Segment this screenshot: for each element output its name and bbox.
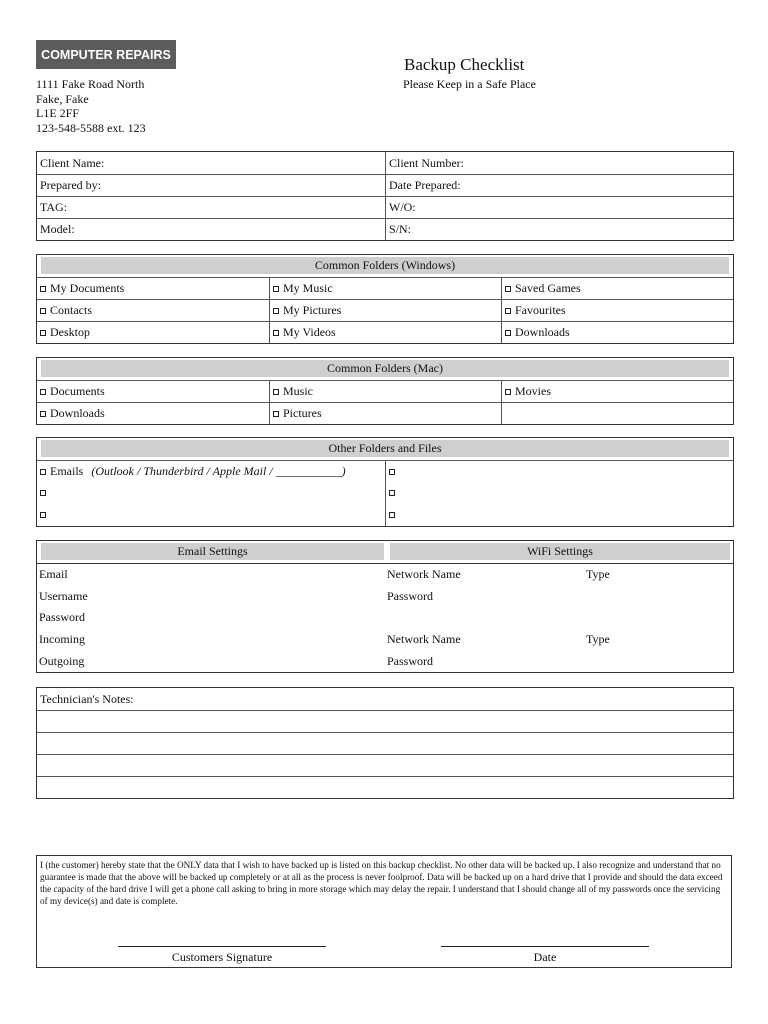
section-heading: Common Folders (Mac) xyxy=(41,360,729,377)
checkbox-icon[interactable] xyxy=(389,469,395,475)
date-label: Date xyxy=(533,950,557,964)
client-number-field[interactable]: Client Number: xyxy=(385,152,733,174)
checkbox-icon[interactable] xyxy=(40,286,46,292)
model-field[interactable]: Model: xyxy=(40,222,75,236)
checkbox-item[interactable] xyxy=(37,504,385,526)
client-info-table xyxy=(36,151,734,241)
checkbox-icon[interactable] xyxy=(40,411,46,417)
checkbox-icon[interactable] xyxy=(40,308,46,314)
checkbox-item[interactable]: Music xyxy=(269,381,501,402)
tag-field[interactable]: TAG: xyxy=(40,200,68,214)
checkbox-item[interactable]: Desktop xyxy=(37,322,269,343)
checkbox-item[interactable]: My Music xyxy=(269,278,501,299)
checkbox-item[interactable] xyxy=(385,482,733,504)
checkbox-item[interactable]: Emails (Outlook / Thunderbird / Apple Mail / ___________) xyxy=(37,461,385,482)
email-password-label: Password xyxy=(39,610,86,625)
client-name-field[interactable]: Client Name: xyxy=(40,155,105,170)
network-name-label: Network Name xyxy=(387,632,461,647)
checkbox-icon[interactable] xyxy=(273,330,279,336)
page-subtitle: Please Keep in a Safe Place xyxy=(403,77,536,91)
table-row xyxy=(37,402,733,424)
section-heading: Other Folders and Files xyxy=(41,440,729,457)
disclaimer-text: I (the customer) hereby state that the ONLY data that I wish to have backed up is listed on this backup checklist. No other data will be backed up. I also recognize and understand that no guarantee is made that the above will be backed up completely or at all as the process is never foolproof. Data will be backed up on a hard drive that I provide and should the data exceed the capacity of the hard drive I will get a phone call asking to bring in more storage which may delay the repair. I understand that I should change all of my passwords once the servicing of my device(s) and date is complete. xyxy=(40,860,723,906)
wifi-password-label: Password xyxy=(387,653,434,668)
checkbox-icon[interactable] xyxy=(273,308,279,314)
checkbox-icon[interactable] xyxy=(505,308,511,314)
disclaimer-section xyxy=(36,855,732,968)
company-address xyxy=(36,77,146,135)
table-row xyxy=(37,321,733,343)
address-line: Fake, Fake xyxy=(36,91,89,106)
checkbox-item[interactable] xyxy=(385,461,733,482)
incoming-label: Incoming xyxy=(39,632,85,647)
checkbox-item[interactable]: Movies xyxy=(501,381,733,402)
checkbox-item[interactable] xyxy=(37,482,385,504)
checkbox-icon[interactable] xyxy=(273,411,279,417)
section-heading: Common Folders (Windows) xyxy=(41,257,729,274)
checkbox-icon[interactable] xyxy=(505,389,511,395)
notes-line[interactable] xyxy=(37,710,733,732)
checkbox-item[interactable]: Pictures xyxy=(269,403,501,424)
checkbox-item[interactable]: Contacts xyxy=(37,300,269,321)
settings-row xyxy=(37,629,733,651)
company-logo: COMPUTER REPAIRS xyxy=(36,40,176,69)
settings-section xyxy=(36,540,734,673)
checkbox-item[interactable]: Saved Games xyxy=(501,278,733,299)
checkbox-item[interactable]: Documents xyxy=(37,381,269,402)
checkbox-icon[interactable] xyxy=(389,490,395,496)
settings-row xyxy=(37,586,733,608)
work-order-field[interactable]: W/O: xyxy=(385,197,733,218)
checkbox-icon[interactable] xyxy=(505,330,511,336)
table-row xyxy=(37,277,733,299)
table-row xyxy=(37,218,733,240)
mac-folders-section xyxy=(36,357,734,425)
email-settings-heading: Email Settings xyxy=(41,543,384,560)
table-row xyxy=(37,460,733,482)
type-label: Type xyxy=(586,632,610,647)
checkbox-icon[interactable] xyxy=(505,286,511,292)
checkbox-icon[interactable] xyxy=(40,389,46,395)
table-row xyxy=(37,482,733,504)
prepared-by-field[interactable]: Prepared by: xyxy=(40,178,101,192)
checkbox-icon[interactable] xyxy=(40,469,46,475)
windows-folders-section xyxy=(36,254,734,344)
username-label: Username xyxy=(39,588,88,603)
checkbox-item[interactable]: Favourites xyxy=(501,300,733,321)
checkbox-item[interactable]: Downloads xyxy=(37,403,269,424)
email-label: Email xyxy=(39,567,68,582)
technician-notes-section xyxy=(36,687,734,799)
notes-line[interactable] xyxy=(37,776,733,798)
empty-cell xyxy=(501,403,733,424)
notes-line[interactable] xyxy=(37,732,733,754)
checkbox-item[interactable] xyxy=(385,504,733,526)
checkbox-item[interactable]: My Pictures xyxy=(269,300,501,321)
settings-row xyxy=(37,650,733,672)
table-row xyxy=(37,152,733,174)
date-line[interactable] xyxy=(441,946,649,947)
checkbox-icon[interactable] xyxy=(40,330,46,336)
notes-line[interactable] xyxy=(37,754,733,776)
checkbox-item[interactable]: My Documents xyxy=(37,278,269,299)
table-row xyxy=(37,380,733,402)
signature-label: Customers Signature xyxy=(171,950,273,964)
address-line: 123-548-5588 ext. 123 xyxy=(36,120,146,135)
wifi-password-label: Password xyxy=(387,588,434,603)
table-row xyxy=(37,196,733,218)
type-label: Type xyxy=(586,567,610,582)
notes-heading: Technician's Notes: xyxy=(40,691,134,706)
serial-number-field[interactable]: S/N: xyxy=(385,219,733,240)
wifi-settings-heading: WiFi Settings xyxy=(390,543,730,560)
checkbox-icon[interactable] xyxy=(40,512,46,518)
network-name-label: Network Name xyxy=(387,567,461,582)
table-row xyxy=(37,299,733,321)
date-prepared-field[interactable]: Date Prepared: xyxy=(385,175,733,196)
outgoing-label: Outgoing xyxy=(39,653,85,668)
signature-line[interactable] xyxy=(118,946,326,947)
checkbox-item[interactable]: Downloads xyxy=(501,322,733,343)
email-clients-note: (Outlook / Thunderbird / Apple Mail / ___________) xyxy=(91,464,346,478)
page-title: Backup Checklist xyxy=(404,55,525,74)
settings-row xyxy=(37,607,733,629)
address-line: 1111 Fake Road North xyxy=(36,77,145,91)
checkbox-icon[interactable] xyxy=(273,389,279,395)
address-line: L1E 2FF xyxy=(36,106,80,120)
checkbox-icon[interactable] xyxy=(389,512,395,518)
settings-row xyxy=(37,564,733,586)
table-row xyxy=(37,174,733,196)
other-files-section xyxy=(36,437,734,527)
checkbox-icon[interactable] xyxy=(273,286,279,292)
checkbox-icon[interactable] xyxy=(40,490,46,496)
checkbox-item[interactable]: My Videos xyxy=(269,322,501,343)
table-row xyxy=(37,504,733,526)
